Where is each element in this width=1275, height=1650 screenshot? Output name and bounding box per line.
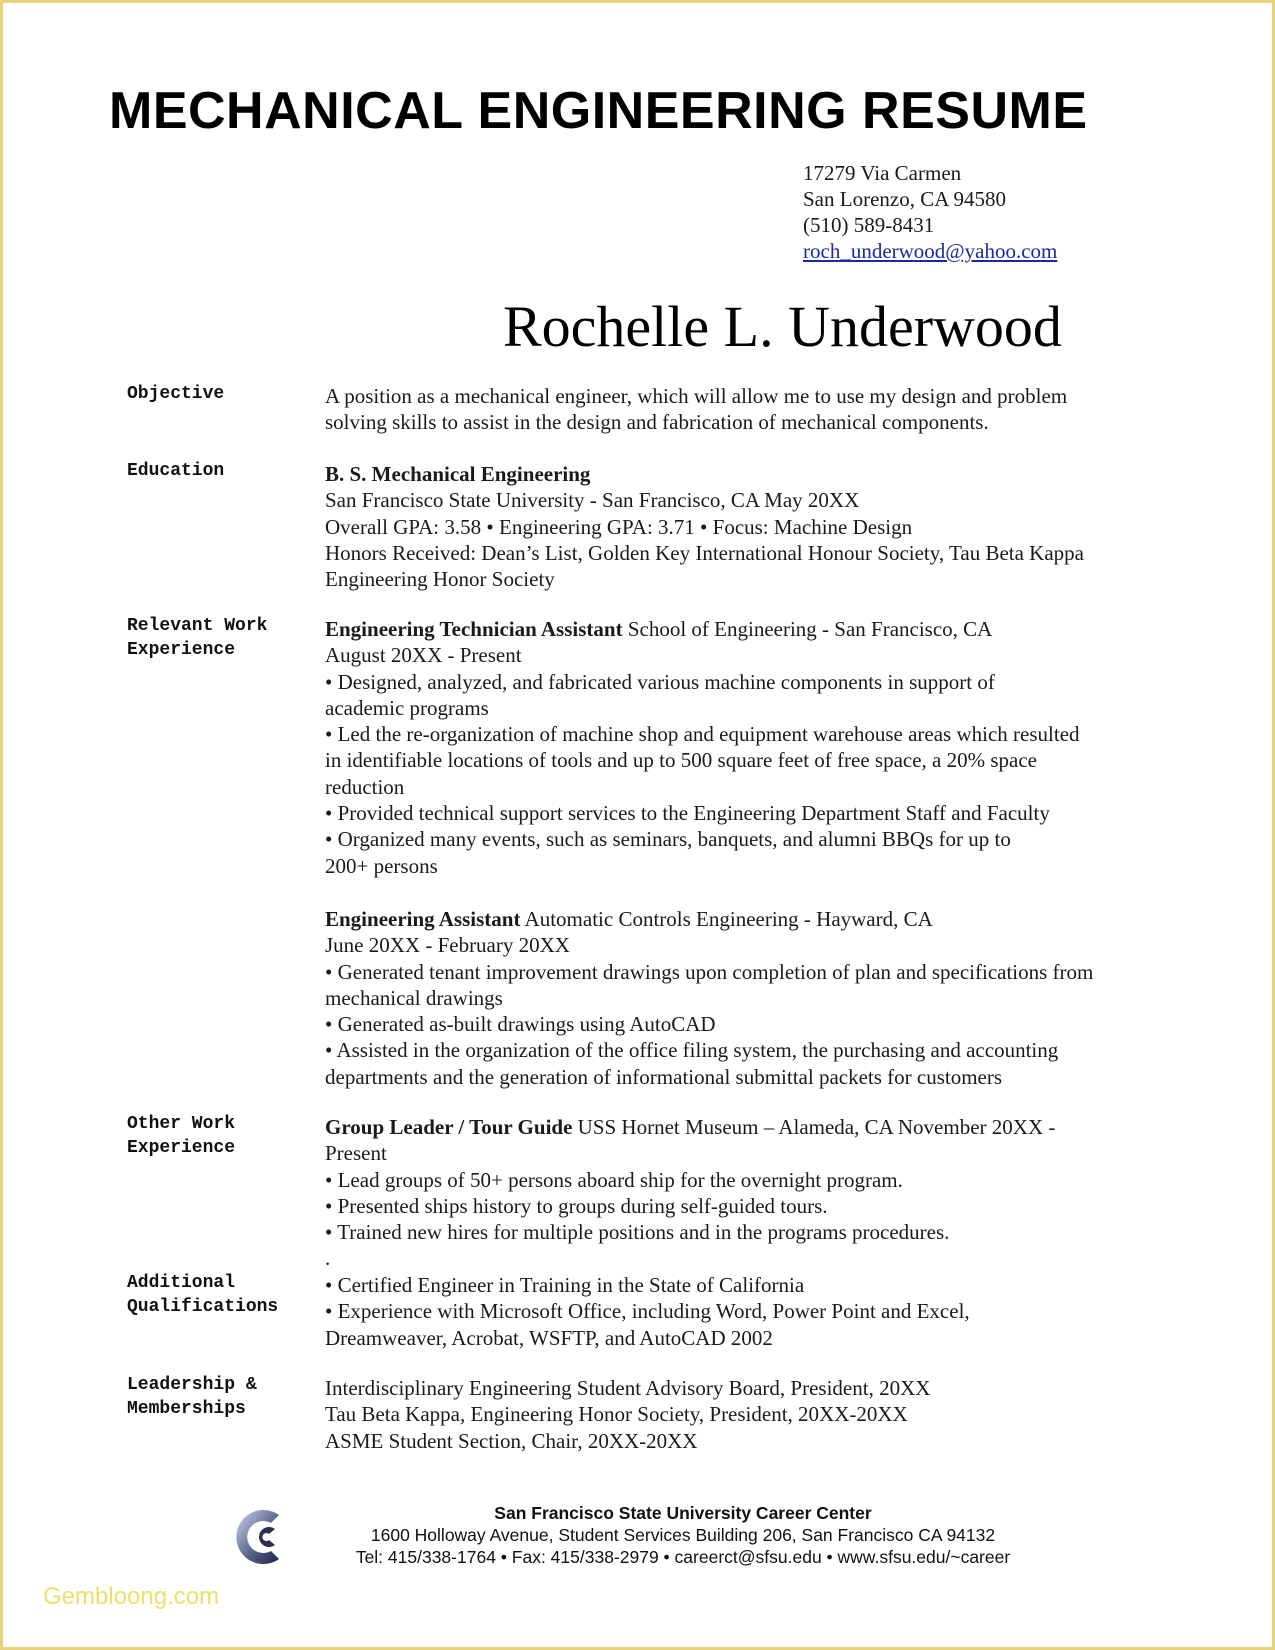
contact-street: 17279 Via Carmen: [803, 161, 962, 185]
career-center-logo-icon: [235, 1505, 287, 1569]
job-role: Engineering Technician Assistant: [325, 617, 623, 641]
leadership-label: Leadership & Memberships: [127, 1375, 257, 1419]
job-line: • Designed, analyzed, and fabricated various machine components in support of: [325, 669, 995, 694]
education-degree: B. S. Mechanical Engineering: [325, 462, 591, 486]
education-line: Honors Received: Dean’s List, Golden Key International Honour Society, Tau Beta Kappa: [325, 540, 1084, 565]
contact-email-link[interactable]: roch_underwood@yahoo.com: [803, 239, 1058, 263]
job-line: • Assisted in the organization of the office filing system, the purchasing and accounting: [325, 1038, 1059, 1063]
job-heading: [325, 616, 1185, 642]
other-experience-label: Other Work Experience: [127, 1114, 236, 1158]
job-line: August 20XX - Present: [325, 643, 522, 668]
job-line: mechanical drawings: [325, 985, 503, 1010]
job-organization: School of Engineering - San Francisco, CA: [622, 617, 993, 641]
document-title: MECHANICAL ENGINEERING RESUME: [109, 82, 1088, 140]
membership-line: ASME Student Section, Chair, 20XX-20XX: [325, 1428, 698, 1453]
candidate-name: Rochelle L. Underwood: [503, 294, 1062, 359]
contact-block: [803, 160, 1057, 264]
qualification-line: • Experience with Microsoft Office, including Word, Power Point and Excel,: [325, 1299, 970, 1324]
job-line: departments and the generation of informational submittal packets for customers: [325, 1064, 1003, 1089]
education-line: Engineering Honor Society: [325, 567, 555, 592]
job-role: Group Leader / Tour Guide: [325, 1115, 573, 1139]
footer-address: 1600 Holloway Avenue, Student Services Building 206, San Francisco CA 94132: [370, 1525, 996, 1545]
job-line: Present: [325, 1141, 387, 1166]
job-organization: Automatic Controls Engineering - Hayward, CA: [520, 907, 933, 931]
membership-line: Interdisciplinary Engineering Student Advisory Board, President, 20XX: [325, 1376, 931, 1400]
job-line: • Generated as-built drawings using AutoCAD: [325, 1012, 716, 1037]
job-heading: [325, 906, 1185, 932]
education-section: [325, 461, 1185, 592]
other-experience-section: [325, 1114, 1185, 1272]
contact-city: San Lorenzo, CA 94580: [803, 187, 1006, 211]
job-line: • Lead groups of 50+ persons aboard ship for the overnight program.: [325, 1167, 903, 1192]
job-line: .: [325, 1246, 331, 1271]
job-line: academic programs: [325, 695, 489, 720]
leadership-section: [325, 1375, 1185, 1454]
objective-line: A position as a mechanical engineer, which will allow me to use my design and problem: [325, 384, 1068, 408]
membership-line: Tau Beta Kappa, Engineering Honor Society, President, 20XX-20XX: [325, 1402, 908, 1427]
job-line: • Presented ships history to groups during self-guided tours.: [325, 1193, 828, 1218]
job-line: • Generated tenant improvement drawings upon completion of plan and specifications from: [325, 959, 1094, 984]
education-label: Education: [127, 461, 225, 481]
objective-line: solving skills to assist in the design and fabrication of mechanical components.: [325, 410, 989, 435]
qualification-line: • Certified Engineer in Training in the State of California: [325, 1273, 805, 1297]
job-line: reduction: [325, 774, 405, 799]
qualification-line: Dreamweaver, Acrobat, WSFTP, and AutoCAD 2002: [325, 1325, 773, 1350]
job-line: • Organized many events, such as seminars, banquets, and alumni BBQs for up to: [325, 827, 1011, 852]
job-line: in identifiable locations of tools and up to 500 square feet of free space, a 20% space: [325, 748, 1038, 773]
career-center-footer: [343, 1502, 1023, 1568]
job-role: Engineering Assistant: [325, 907, 521, 931]
job-line: • Trained new hires for multiple positions and in the programs procedures.: [325, 1220, 950, 1245]
additional-qualifications-section: [325, 1272, 1185, 1351]
relevant-experience-label: Relevant Work Experience: [127, 616, 268, 660]
footer-contact: Tel: 415/338-1764 • Fax: 415/338-2979 • careerct@sfsu.edu • www.sfsu.edu/~career: [355, 1547, 1011, 1567]
relevant-job-1: [325, 616, 1185, 879]
contact-phone: (510) 589-8431: [803, 213, 935, 237]
job-line: 200+ persons: [325, 853, 438, 878]
footer-heading: San Francisco State University Career Center: [494, 1503, 872, 1523]
objective-label: Objective: [127, 384, 225, 404]
education-line: San Francisco State University - San Francisco, CA May 20XX: [325, 488, 860, 513]
job-heading: [325, 1114, 1185, 1140]
watermark: Gembloong.com: [43, 1583, 220, 1610]
objective-section: [325, 383, 1185, 436]
job-line: • Provided technical support services to the Engineering Department Staff and Faculty: [325, 801, 1050, 826]
relevant-job-2: [325, 906, 1185, 1090]
job-line: June 20XX - February 20XX: [325, 933, 570, 958]
education-line: Overall GPA: 3.58 • Engineering GPA: 3.71 • Focus: Machine Design: [325, 514, 913, 539]
job-line: • Led the re-organization of machine shop and equipment warehouse areas which resulted: [325, 722, 1080, 747]
job-organization: USS Hornet Museum – Alameda, CA November 20XX -: [572, 1115, 1056, 1139]
additional-qualifications-label: Additional Qualifications: [127, 1273, 279, 1317]
